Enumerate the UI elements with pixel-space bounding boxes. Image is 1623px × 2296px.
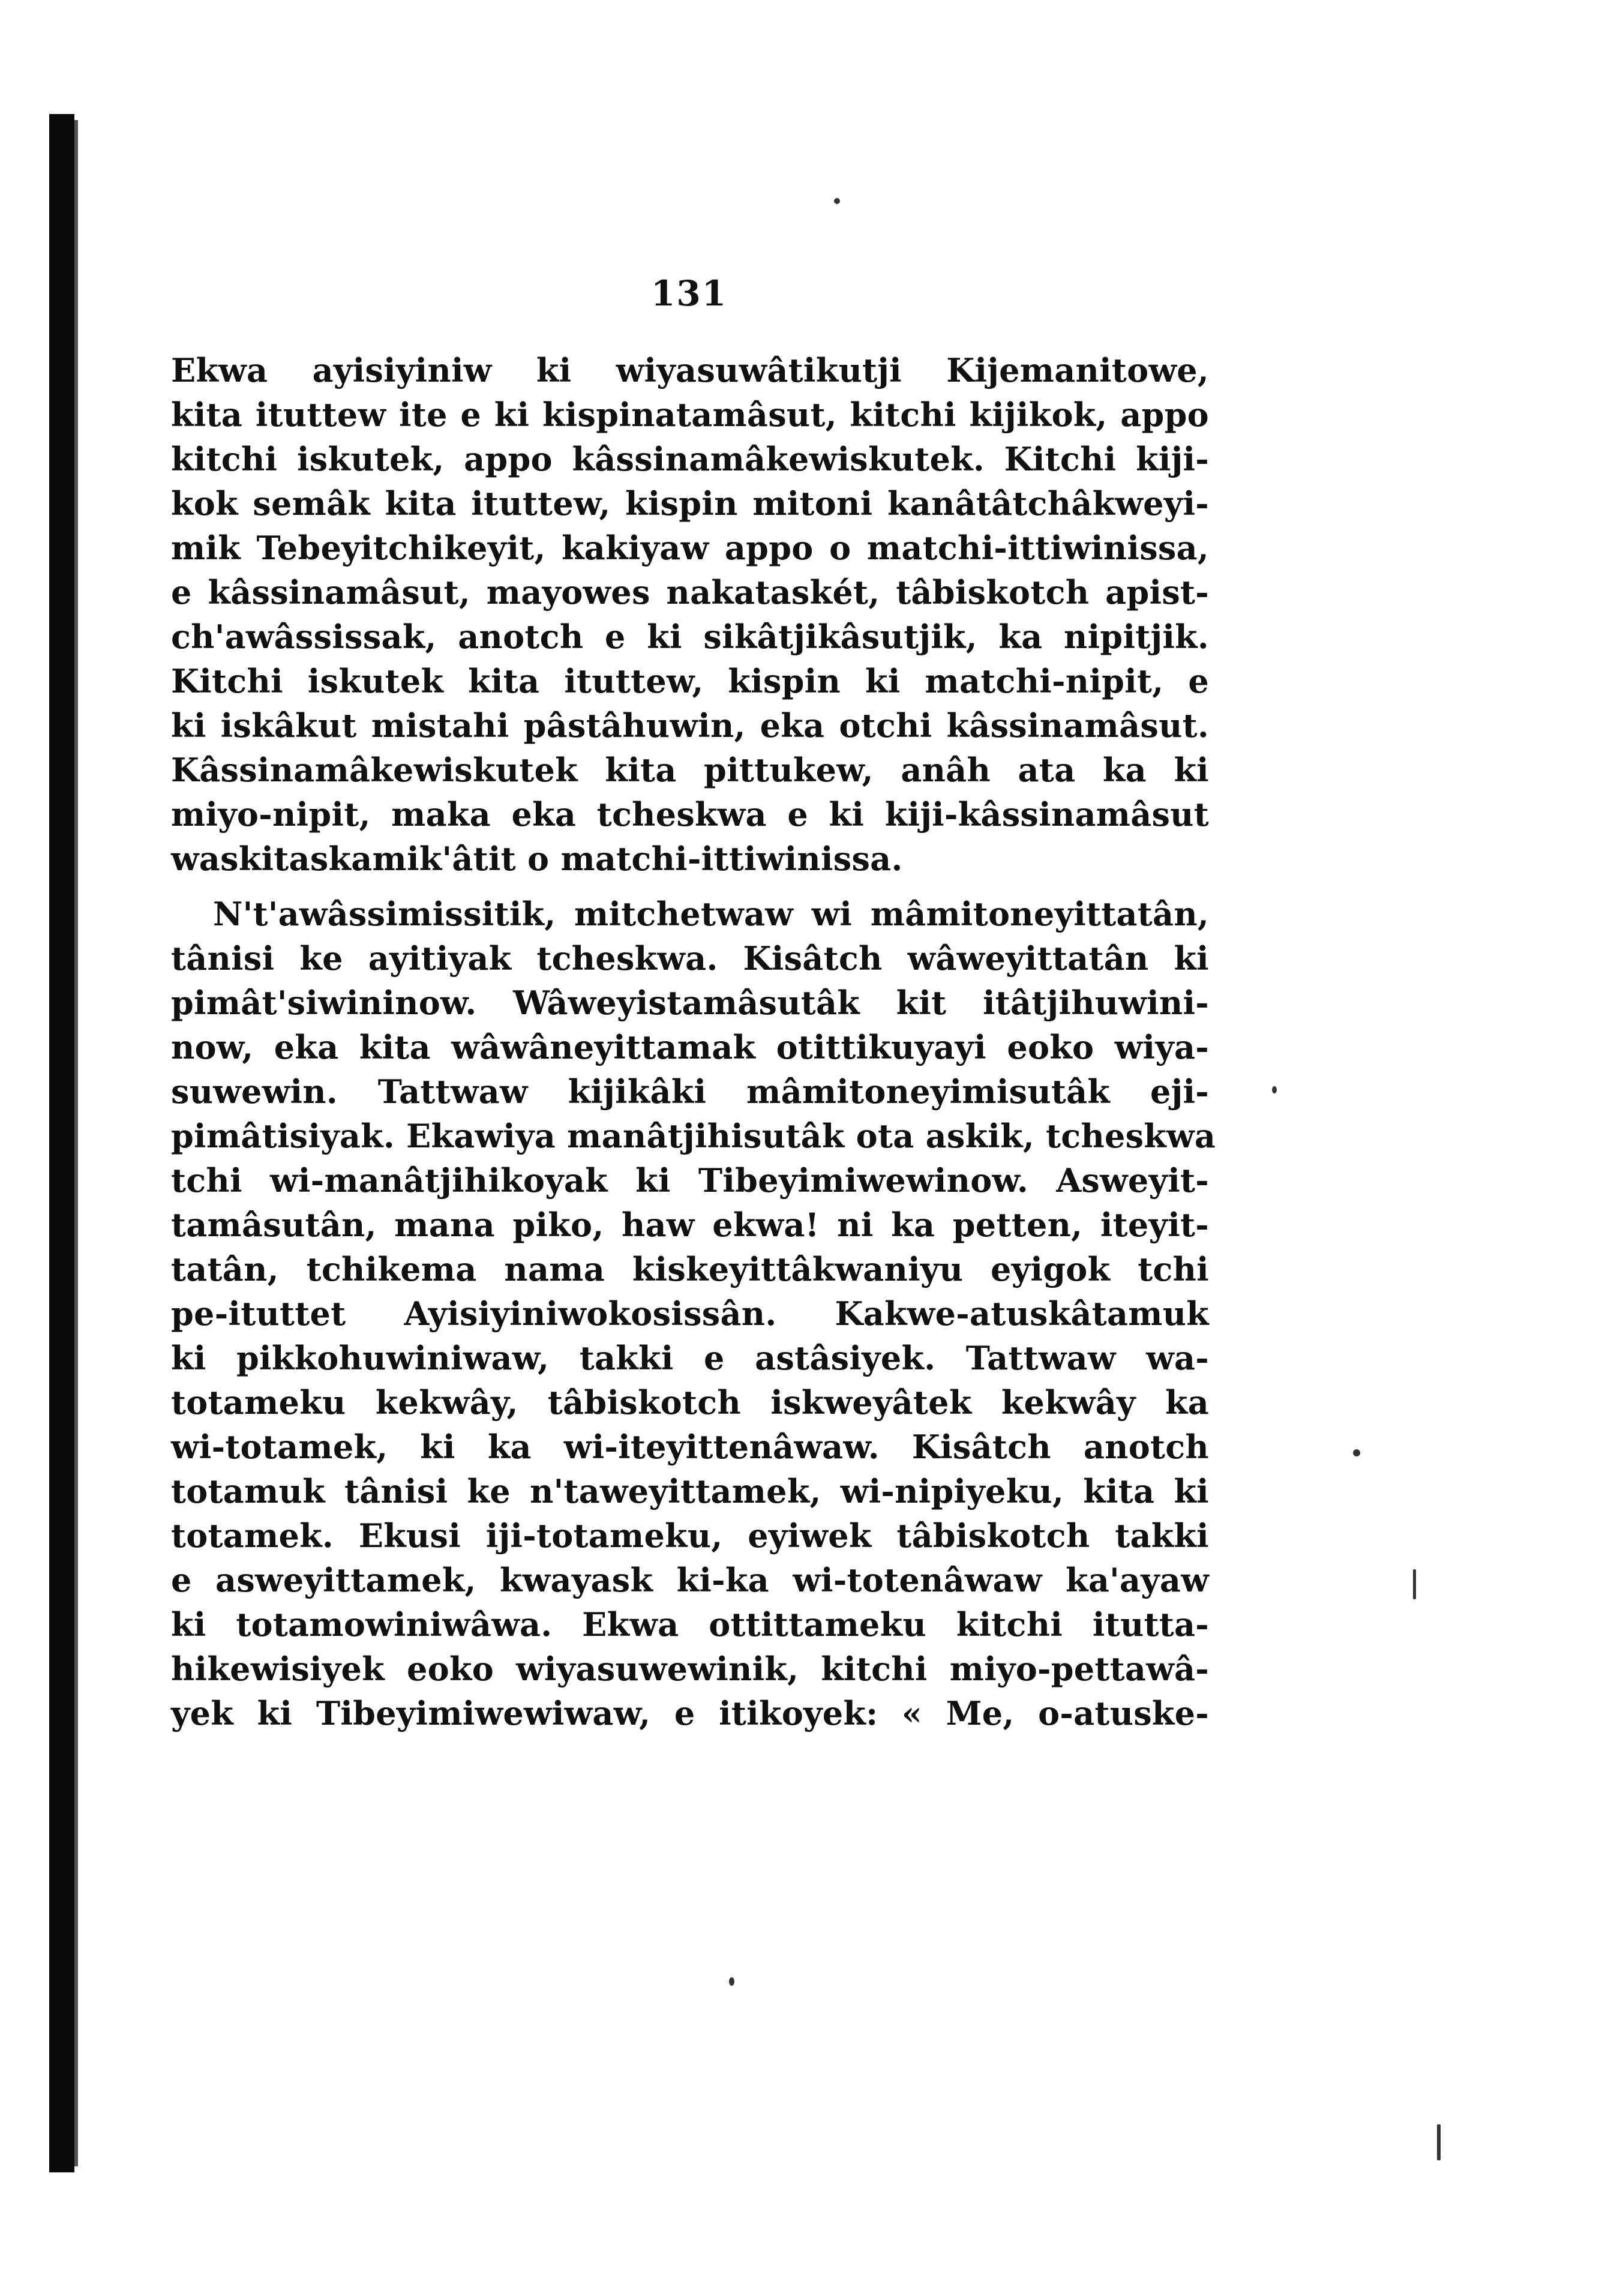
text-line: ki pikkohuwiniwaw, takki e astâsiyek. Tattwaw wa- <box>171 1339 1209 1377</box>
text-line: tânisi ke ayitiyak tcheskwa. Kisâtch wâweyittatân ki <box>171 939 1209 978</box>
text-line: tatân, tchikema nama kiskeyittâkwaniyu eyigok tchi <box>171 1250 1209 1288</box>
text-line: yek ki Tibeyimiwewiwaw, e itikoyek: « Me, o-atuske- <box>171 1694 1209 1733</box>
text-line: totamek. Ekusi iji-totameku, eyiwek tâbiskotch takki <box>171 1516 1209 1555</box>
scan-speck <box>1413 1569 1416 1599</box>
text-line: Ekwa ayisiyiniw ki wiyasuwâtikutji Kijemanitowe, <box>171 351 1209 389</box>
page-number: 131 <box>651 273 728 314</box>
text-line: N't'awâssimissitik, mitchetwaw wi mâmitoneyittatân, <box>213 895 1209 933</box>
text-line: pimât'siwininow. Wâweyistamâsutâk kit itâtjihuwini- <box>171 984 1209 1022</box>
scan-speck <box>1353 1449 1360 1456</box>
text-line: totamuk tânisi ke n'taweyittamek, wi-nipiyeku, kita ki <box>171 1472 1209 1510</box>
text-line: e kâssinamâsut, mayowes nakataskét, tâbiskotch apist- <box>171 573 1209 612</box>
text-line: wi-totamek, ki ka wi-iteyittenâwaw. Kisâtch anotch <box>171 1428 1209 1466</box>
text-line: kok semâk kita ituttew, kispin mitoni kanâtâtchâkweyi- <box>171 484 1209 523</box>
book-spine-shadow <box>49 114 74 2172</box>
text-line: Kitchi iskutek kita ituttew, kispin ki matchi-nipit, e <box>171 662 1209 700</box>
text-line: tchi wi-manâtjihikoyak ki Tibeyimiwewinow. Asweyit- <box>171 1161 1209 1200</box>
text-line: now, eka kita wâwâneyittamak otittikuyayi eoko wiya- <box>171 1028 1209 1066</box>
text-line: ki totamowiniwâwa. Ekwa ottittameku kitchi itutta- <box>171 1605 1209 1644</box>
text-line: suwewin. Tattwaw kijikâki mâmitoneyimisutâk eji- <box>171 1072 1209 1111</box>
text-line: pimâtisiyak. Ekawiya manâtjihisutâk ota askik, tcheskwa <box>171 1117 1216 1155</box>
text-line: ki iskâkut mistahi pâstâhuwin, eka otchi kâssinamâsut. <box>171 706 1209 745</box>
scan-speck <box>729 1977 734 1986</box>
text-line: waskitaskamik'âtit o matchi-ittiwinissa. <box>171 840 903 878</box>
text-line: kitchi iskutek, appo kâssinamâkewiskutek. Kitchi kiji- <box>171 440 1209 478</box>
scan-speck <box>834 198 840 204</box>
book-spine-edge <box>74 120 78 2166</box>
text-line: mik Tebeyitchikeyit, kakiyaw appo o matchi-ittiwinissa, <box>171 529 1209 567</box>
scan-speck <box>1437 2124 1441 2160</box>
text-line: hikewisiyek eoko wiyasuwewinik, kitchi miyo-pettawâ- <box>171 1650 1209 1688</box>
text-line: miyo-nipit, maka eka tcheskwa e ki kiji-kâssinamâsut <box>171 795 1209 834</box>
page-text <box>171 348 1216 1736</box>
text-line: Kâssinamâkewiskutek kita pittukew, anâh ata ka ki <box>171 751 1209 789</box>
text-line: tamâsutân, mana piko, haw ekwa! ni ka petten, iteyit- <box>171 1206 1209 1244</box>
text-line: ch'awâssissak, anotch e ki sikâtjikâsutjik, ka nipitjik. <box>171 618 1209 656</box>
text-line: kita ituttew ite e ki kispinatamâsut, kitchi kijikok, appo <box>171 395 1209 434</box>
scan-speck <box>1272 1086 1277 1093</box>
text-line: e asweyittamek, kwayask ki-ka wi-totenâwaw ka'ayaw <box>171 1561 1209 1599</box>
text-line: pe-ituttet Ayisiyiniwokosissân. Kakwe-atuskâtamuk <box>171 1294 1209 1333</box>
text-line: totameku kekwây, tâbiskotch iskweyâtek kekwây ka <box>171 1383 1209 1422</box>
